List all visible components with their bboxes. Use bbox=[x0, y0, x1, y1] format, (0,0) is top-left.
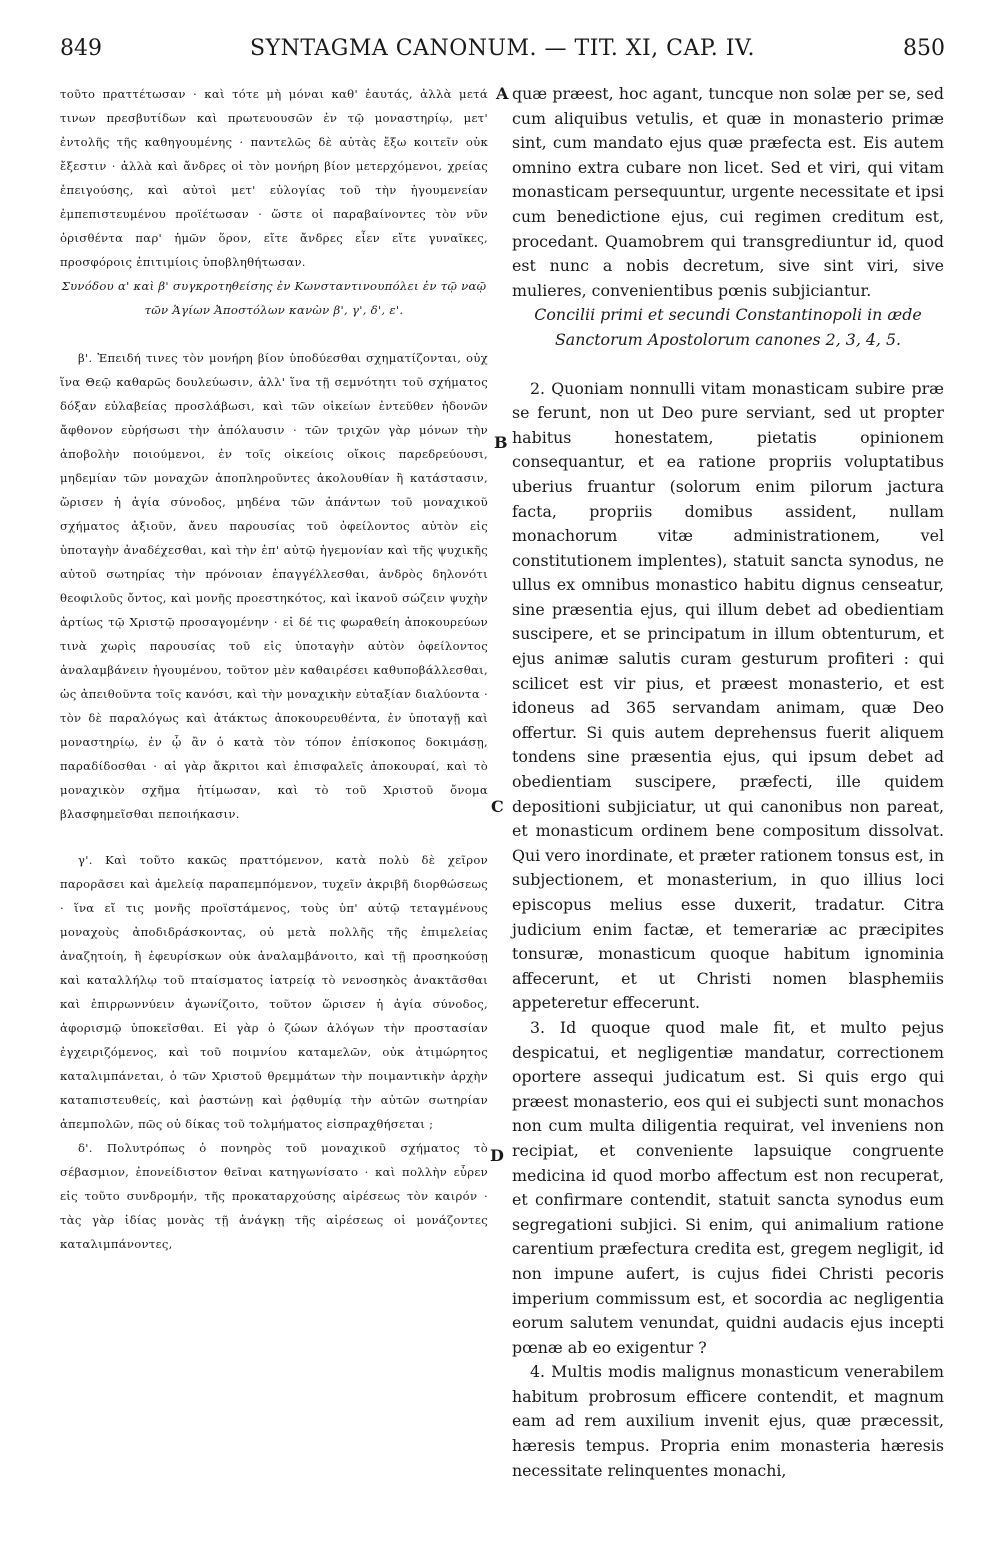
margin-letter-c: C bbox=[491, 797, 504, 816]
margin-letter-a: A bbox=[496, 84, 509, 103]
latin-canon-4: 4. Multis modis malignus monasticum venerabilem habitum probrosum efficere contendit, et magnum eam ad rem auxilium invenit ejus, quæ præcessit, hæresis tempus. Propria enim monasteria hæresis necessitate relinquentes monachi, bbox=[512, 1362, 944, 1480]
page-header bbox=[60, 36, 945, 76]
latin-column bbox=[512, 82, 944, 1483]
latin-canon-3: 3. Id quoque quod male fit, et multo pejus despicatui, et negligentiæ mandatur, correctionem oportere assequi judicatum est. Si quis ergo qui præest monasterio, eos qui ei subjecti sunt monachos non cum multa diligentia requirat, vel inveniens non recipiat, et conveniente lapsuique congruente medicina id quod morbo affectum est non recuperat, et confirmare contendit, statuit sancta synodus eum segregationi subjici. Si enim, qui animalium ratione carentium præfectura credita est, gregem negligit, id non impune aufert, is cujus fidei Christi pecoris imperium commissum est, et socordia ac negligentia eorum salutem venundat, quidni audacis ejus incepti pœnæ ab eo exigentur ? bbox=[512, 1017, 944, 1357]
greek-canon-4: δ'. Πολυτρόπως ὁ πονηρὸς τοῦ μοναχικοῦ σχήματος τὸ σέβασμιον, ἐπονείδιστον θεῖναι κατηγωνίσατο · καὶ πολλὴν εὗρεν εἰς τοῦτο συνδρομήν, τῆς προκαταρχούσης αἱρέσεως τὸν καιρόν · τὰς γὰρ ἰδίας μονὰς τῇ ἀνάγκῃ τῆς αἱρέσεως οἱ μονάζοντες καταλιμπάνοντες, bbox=[60, 1141, 488, 1251]
greek-paragraph-continuation: τοῦτο πραττέτωσαν · καὶ τότε μὴ μόναι καθ' ἑαυτάς, ἀλλὰ μετά τινων πρεσβυτίδων καὶ πρωτευουσῶν ἐν τῷ μοναστηρίῳ, μετ' ἐντολῆς τῆς καθηγουμένης · παντελῶς δὲ αὐτὰς ἔξω κοιτεῖν οὐκ ἔξεστιν · ἀλλὰ καὶ ἄνδρες οἱ τὸν μονήρη βίον μετερχόμενοι, χρείας ἐπειγούσης, καὶ αὐτοὶ μετ' εὐλογίας τοῦ τὴν ἡγουμενείαν ἐμπεπιστευμένου προϊέτωσαν · ὥστε οἱ παραβαίνοντες τὸν νῦν ὁρισθέντα παρ' ἡμῶν ὅρον, εἴτε ἄνδρες εἶεν εἴτε γυναῖκες, προσφόροις ἐπιτιμίοις ὑποβληθήτωσαν. bbox=[60, 87, 488, 269]
greek-column bbox=[60, 82, 488, 1256]
page-number-left: 849 bbox=[60, 36, 102, 61]
greek-canon-3: γ'. Καὶ τοῦτο κακῶς πραττόμενον, κατὰ πολὺ δὲ χεῖρον παρορᾶσει καὶ ἀμελείᾳ παραπεμπόμενον, τυχεῖν ἀκριβῆ διορθώσεως · ἵνα εἴ τις μονῆς προϊστάμενος, τοὺς ὑπ' αὐτῷ τεταγμένους μοναχοὺς ἀποδιδράσκοντας, οὐ μετὰ πολλῆς τῆς ἐπιμελείας ἀναζητοίη, ἢ ἐφευρίσκων οὐκ ἀναλαμβάνοιτο, καὶ τῇ προσηκούσῃ καὶ καταλλήλῳ τοῦ πταίσματος ἰατρείᾳ τὸ νενοσηκὸς ἀνακτᾶσθαι καὶ ἐπιρρωννύειν ἀγωνίζοιτο, τοῦτον ὥρισεν ἡ ἁγία σύνοδος, ἀφορισμῷ ὑποκεῖσθαι. Εἰ γὰρ ὁ ζώων ἀλόγων τὴν προστασίαν ἐγχειριζόμενος, καὶ τοῦ ποιμνίου καταμελῶν, οὐκ ἀτιμώρητος καταλιμπάνεται, ὁ τῶν Χριστοῦ θρεμμάτων τὴν ποιμαντικὴν ἀρχὴν καταπιστευθείς, καὶ ῥαστώνῃ καὶ ῥᾳθυμίᾳ τὴν αὐτῶν σωτηρίαν ἀπεμπολῶν, πῶς οὐ δίκας τοῦ τολμήματος εἰσπραχθήσεται ; bbox=[60, 853, 488, 1131]
latin-paragraph-continuation: quæ præest, hoc agant, tuncque non solæ per se, sed cum aliquibus vetulis, et quæ in monasterio primæ sint, cum mandato ejus quæ præfecta est. Eis autem omnino extra cubare non licet. Sed et viri, qui vitam monasticam persequuntur, urgente necessitate et ipsi cum benedictione ejus, cui regimen creditum est, procedant. Quamobrem qui transgrediuntur id, quod est nunc a nobis decretum, sive sint viri, sive mulieres, convenientibus pœnis subjiciantur. bbox=[512, 84, 944, 300]
greek-canon-heading: Συνόδου α' καὶ β' συγκροτηθείσης ἐν Κωνσταντινουπόλει ἐν τῷ ναῷ τῶν Ἁγίων Ἀποστόλων κανὼν β', γ', δ', ε'. bbox=[61, 279, 487, 317]
greek-canon-2: β'. Ἐπειδή τινες τὸν μονήρη βίον ὑποδύεσθαι σχηματίζονται, οὐχ ἵνα Θεῷ καθαρῶς δουλεύωσιν, ἀλλ' ἵνα τῇ σεμνότητι τοῦ σχήματος δόξαν εὐλαβείας προσλάβωσι, καὶ τῶν οἰκείων ἐντεῦθεν ἡδονῶν ἄφθονον εὑρήσωσι τὴν ἀπόλαυσιν · τῶν τριχῶν γὰρ μόνων τὴν ἀποβολὴν ποιούμενοι, ἐν τοῖς οἰκείοις οἴκοις παρεδρεύουσι, μηδεμίαν τῶν μοναχῶν ἀποπληροῦντες ἀκολουθίαν ἢ κατάστασιν, ὥρισεν ἡ ἁγία σύνοδος, μηδένα τῶν ἁπάντων τοῦ μοναχικοῦ σχήματος ἀξιοῦν, ἄνευ παρουσίας τοῦ ὀφείλοντος αὐτὸν εἰς ὑποταγὴν ἀναδέχεσθαι, καὶ τὴν ἐπ' αὐτῷ ἡγεμονίαν καὶ τῆς ψυχικῆς αὐτοῦ σωτηρίας τὴν πρόνοιαν ἐπαγγέλλεσθαι, ἀνδρὸς δηλονότι θεοφιλοῦς ὄντος, καὶ μονῆς προεστηκότος, καὶ ἱκανοῦ σώζειν ψυχὴν ἀρτίως τῷ Χριστῷ προσαγομένην · εἰ δέ τις φωραθείη ἀποκουρεύων τινὰ χωρὶς παρουσίας τοῦ εἰς ὑποταγὴν αὐτὸν ὀφείλοντος ἀναλαμβάνειν ἡγουμένου, τοῦτον μὲν καθαιρέσει καθυποβάλλεσθαι, ὡς ἀπειθοῦντα τοῖς κανόσι, καὶ τὴν μοναχικὴν εὐταξίαν διαλύοντα · τὸν δὲ παραλόγως καὶ ἀτάκτως ἀποκουρευθέντα, ἐν ὑποταγῇ καὶ μοναστηρίῳ, ἐν ᾧ ἂν ὁ κατὰ τὸν τόπον ἐπίσκοπος δοκιμάσῃ, παραδίδοσθαι · αἱ γὰρ ἄκριτοι καὶ ἐπισφαλεῖς ἀποκουραί, καὶ τὸ μοναχικὸν σχῆμα ἠτίμωσαν, καὶ τὸ τοῦ Χριστοῦ ὄνομα βλασφημεῖσθαι πεποιήκασιν. bbox=[60, 351, 488, 821]
running-title: SYNTAGMA CANONUM. — TIT. XI, CAP. IV. bbox=[250, 36, 755, 61]
latin-canon-heading: Concilii primi et secundi Constantinopoli in æde Sanctorum Apostolorum canones 2, 3, 4, 5. bbox=[534, 305, 922, 349]
margin-letter-d: D bbox=[490, 1146, 504, 1165]
page-number-right: 850 bbox=[903, 36, 945, 61]
latin-canon-2: 2. Quoniam nonnulli vitam monasticam subire præ se ferunt, non ut Deo pure serviant, sed ut propter habitus honestatem, pietatis opinionem consequantur, et ea ratione propriis voluptatibus uberius fruantur (solorum enim pilorum jactura facta, propriis domibus assident, nullam monachorum vitæ administrationem, vel constitutionem implentes), statuit sancta synodus, ne ullus ex omnibus monastico habitu dignus censeatur, sine præsentia ejus, qui illum debet ad obedientiam suscipere, et se principatum in illum obtenturum, et ejus animæ salutis curam gesturum profiteri : qui scilicet est vir pius, et præest monasterio, et est idoneus ad 365 servandam animam, quæ Deo offertur. Si quis autem deprehensus fuerit aliquem tondens sine præsentia ejus, qui ipsum debet ad obedientiam suscipere, præfecti, ille quidem depositioni subjiciatur, ut qui canonibus non pareat, et monasticum ordinem bene compositum dissolvat. Qui vero inordinate, et præter rationem tonsus est, in subjectionem, et monasterium, in quo illius loci episcopus melius esse duxerit, tradatur. Citra judicium enim factæ, et temerariæ ac præcipites tonsuræ, monasticum quoque habitum ignominia affecerunt, et ut Christi nomen blasphemiis appeteretur effecerunt. bbox=[512, 378, 944, 1013]
margin-letter-b: B bbox=[494, 433, 508, 452]
